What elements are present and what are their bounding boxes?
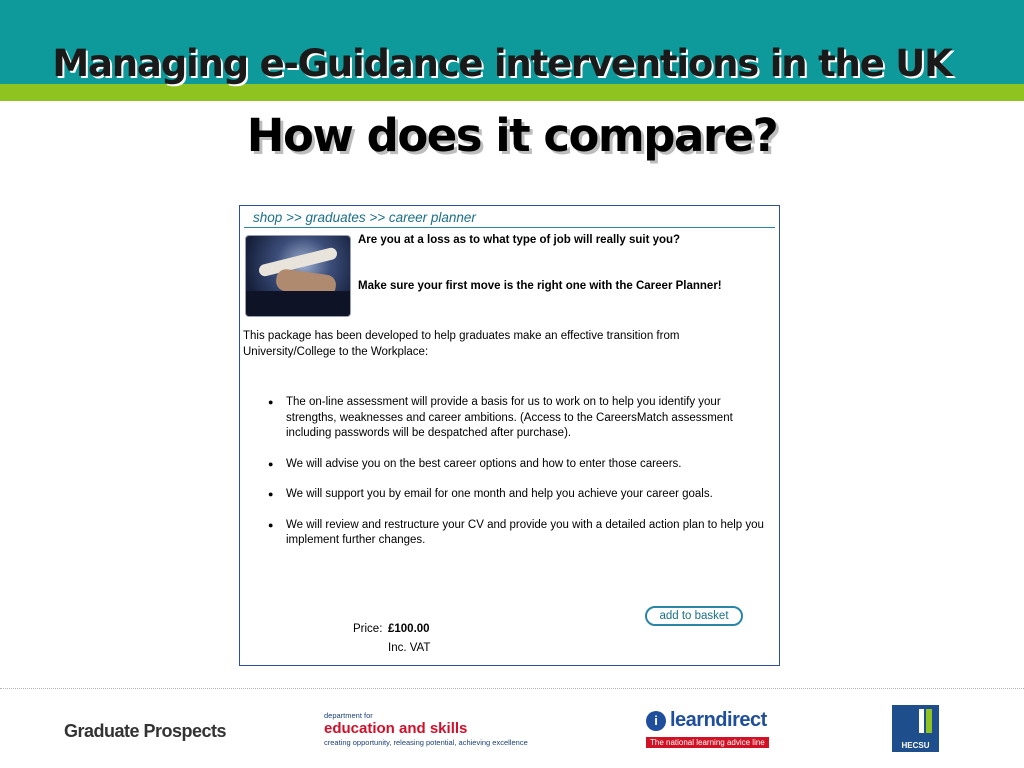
learndirect-wordmark: learndirect: [670, 709, 767, 731]
website-screenshot: [239, 205, 780, 666]
question-heading: Are you at a loss as to what type of job will really suit you?: [358, 234, 681, 246]
price-value: £100.00: [388, 623, 430, 635]
hecsu-label: HECSU: [901, 741, 930, 750]
list-item: ● We will review and restructure your CV and provide you with a detailed action plan to help you implement further changes.: [268, 518, 768, 549]
feature-list: [268, 395, 768, 564]
learndirect-logo: [646, 709, 776, 750]
hecsu-logo: [892, 705, 939, 752]
graduate-prospects-logo: Graduate Prospects: [64, 721, 227, 741]
intro-text: This package has been developed to help graduates make an effective transition from University/College to the Workplace:: [243, 330, 680, 358]
dfes-logo-line1: department for: [324, 711, 373, 720]
slide-title: Managing e-Guidance interventions in the UK: [52, 42, 952, 85]
breadcrumb[interactable]: shop >> graduates >> career planner: [253, 210, 476, 225]
price-label: Price:: [353, 623, 383, 635]
gown-shape: [246, 291, 351, 317]
hecsu-green-bar: [926, 709, 932, 733]
learndirect-i-icon: i: [646, 711, 666, 731]
hecsu-white-bar: [919, 709, 924, 733]
tagline-heading: Make sure your first move is the right one with the Career Planner!: [358, 280, 722, 292]
learndirect-tagline: The national learning advice line: [646, 737, 769, 748]
breadcrumb-divider: [244, 227, 775, 228]
list-item: ● We will advise you on the best career options and how to enter those careers.: [268, 457, 768, 473]
footer-divider: [0, 688, 1024, 689]
list-item: ● We will support you by email for one month and help you achieve your career goals.: [268, 487, 768, 503]
list-item: ● The on-line assessment will provide a basis for us to work on to help you identify your strengths, weaknesses and career ambitions. (Access to the CareersMatch assessment including passwords will be despatched after purchase).: [268, 395, 768, 442]
slide-subtitle: How does it compare?: [246, 109, 778, 162]
dfes-logo: [324, 711, 564, 748]
graduation-photo: [245, 235, 351, 317]
learndirect-logo-row: [646, 709, 776, 732]
header-accent-band: [0, 84, 1024, 101]
add-to-basket-button[interactable]: add to basket: [645, 606, 743, 626]
dfes-logo-line2: education and skills: [324, 720, 468, 737]
dfes-logo-tagline: creating opportunity, releasing potential, achieving excellence: [324, 738, 528, 747]
vat-note: Inc. VAT: [388, 642, 431, 654]
